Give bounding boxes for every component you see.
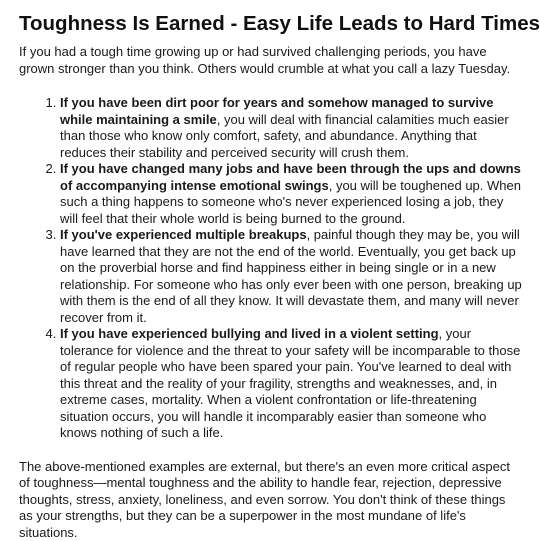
list-item-lead: If you have experienced bullying and lived in a violent setting	[60, 326, 439, 341]
list-item-body: , you will deal with financial calamities much easier than those who know only comfort, safety, and abundance. Anything that reduces their stability and perceived security will crush them.	[60, 112, 509, 160]
list-item-lead: If you have been dirt poor for years and somehow managed to survive while maintaining a smile	[60, 95, 493, 127]
list-item-lead: If you have changed many jobs and have been through the ups and downs of accompanying intense emotional swings	[60, 161, 521, 193]
intro-paragraph: If you had a tough time growing up or had survived challenging periods, you have grown stronger than you think. Others would crumble at what you call a lazy Tuesday.	[19, 44, 522, 77]
list-item	[60, 95, 522, 161]
list-item	[60, 326, 522, 442]
list-item-body: , you will be toughened up. When such a thing happens to someone who's never experienced losing a job, they will feel that their whole world is being burned to the ground.	[60, 178, 521, 226]
closing-paragraph: The above-mentioned examples are external, but there's an even more critical aspect of toughness—mental toughness and the ability to handle fear, rejection, depressive thoughts, stress, anxiety, loneliness, and even sorrow. You don't think of these things as your strengths, but they can be a superpower in the most mundane of life's situations.	[19, 459, 522, 541]
list-item-body: , painful though they may be, you will have learned that they are not the end of the world. Eventually, you get back up on the proverbial horse and find happiness either in being single or in a new relationship. For someone who has only ever been with one person, breaking up with them is the end of all they know. It will devastate them, and many will never recover from it.	[60, 227, 522, 325]
list-item-lead: If you've experienced multiple breakups	[60, 227, 307, 242]
list-item	[60, 161, 522, 227]
list-item	[60, 227, 522, 326]
list-item-body: , your tolerance for violence and the threat to your safety will be incomparable to those of regular people who have been spared your pain. You've learned to deal with this threat and the reality of your fragility, strengths and weaknesses, and, in extreme cases, mortality. When a violent confrontation or life-threatening situation occurs, you will handle it incomparably easier than someone who knows nothing of such a life.	[60, 326, 520, 440]
article-title: Toughness Is Earned - Easy Life Leads to Hard Times	[19, 12, 522, 36]
numbered-list	[19, 95, 522, 442]
